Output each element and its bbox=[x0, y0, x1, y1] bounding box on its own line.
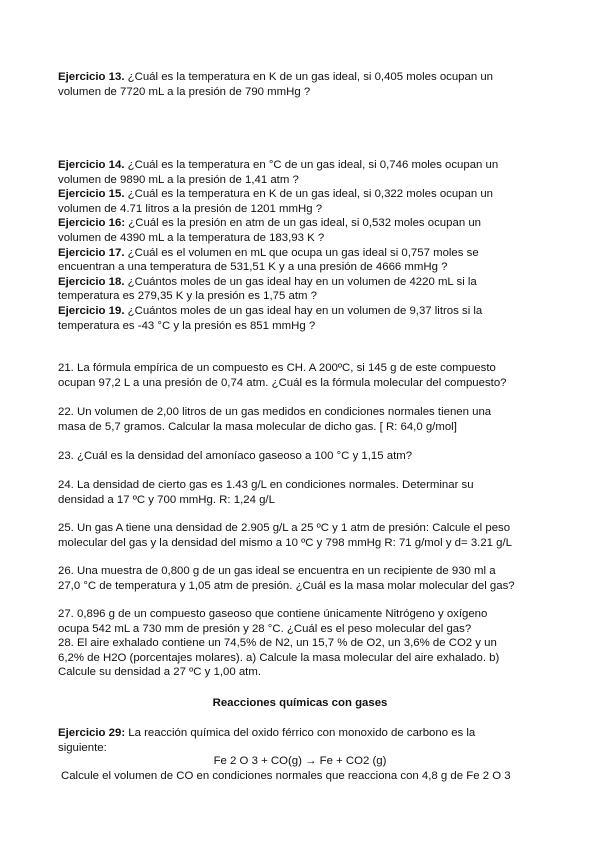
question-text: 22. Un volumen de 2,00 litros de un gas medidos en condiciones normales tienen una bbox=[58, 406, 492, 418]
exercise-29 bbox=[58, 726, 548, 755]
exercise-text: encuentran a una temperatura de 531,51 K y a una presión de 4666 mmHg ? bbox=[58, 261, 448, 274]
question-text: 23. ¿Cuál es la densidad del amoníaco gaseoso a 100 °C y 1,15 atm? bbox=[58, 450, 413, 462]
question-text: 21. La fórmula empírica de un compuesto es CH. A 200ºC, si 145 g de este compuesto bbox=[58, 362, 496, 374]
exercise-text: volumen de 4.71 litros a la presión de 1201 mmHg ? bbox=[58, 202, 323, 215]
exercise-label: Ejercicio 16: bbox=[58, 217, 126, 230]
exercise-text: Calcule el volumen de CO en condiciones normales que reacciona con 4,8 g de Fe 2 O 3 bbox=[61, 770, 511, 782]
exercise-label: Ejercicio 29: bbox=[58, 727, 126, 739]
exercise-text: ¿Cuál es la temperatura en °C de un gas ideal, si 0,746 moles ocupan un bbox=[124, 159, 499, 171]
question-text: 27,0 °C de temperatura y 1,05 atm de presión. ¿Cuál es la masa molar molecular del gas? bbox=[58, 579, 515, 592]
question-text: Calcule su densidad a 27 ºC y 1,00 atm. bbox=[58, 666, 261, 679]
exercise-label: Ejercicio 17. bbox=[58, 246, 125, 259]
question-text: densidad a 17 ºC y 700 mmHg. R: 1,24 g/L bbox=[58, 493, 275, 506]
question-text: 26. Una muestra de 0,800 g de un gas ideal se encuentra en un recipiente de 930 ml a bbox=[58, 565, 496, 577]
section-title: Reacciones químicas con gases bbox=[212, 697, 388, 709]
exercise-text: ¿Cuál es el volumen en mL que ocupa un gas ideal si 0,757 moles se bbox=[124, 246, 479, 259]
question-21 bbox=[58, 361, 548, 390]
exercise-text: temperatura es 279,35 K y la presión es 1,75 atm ? bbox=[58, 290, 317, 303]
question-text: ocupa 542 mL a 730 mm de presión y 28 °C. ¿Cuál es el peso molecular del gas? bbox=[58, 622, 472, 635]
exercise-13 bbox=[58, 70, 548, 99]
exercise-text: ¿Cuál es la temperatura en K de un gas ideal, si 0,322 moles ocupan un bbox=[124, 188, 494, 201]
question-text: 24. La densidad de cierto gas es 1.43 g/L en condiciones normales. Determinar su bbox=[58, 479, 474, 491]
exercise-label: Ejercicio 19. bbox=[58, 304, 125, 317]
exercise-text: La reacción química del oxido férrico con monoxido de carbono es la bbox=[125, 727, 476, 739]
exercise-text: ¿Cuántos moles de un gas ideal hay en un volumen de 9,37 litros si la bbox=[124, 304, 483, 317]
question-text: 27. 0,896 g de un compuesto gaseoso que contiene únicamente Nitrógeno y oxígeno bbox=[58, 608, 488, 620]
exercise-text: siguiente: bbox=[58, 741, 107, 754]
exercise-text: ¿Cuántos moles de un gas ideal hay en un volumen de 4220 mL si la bbox=[124, 275, 477, 288]
question-25 bbox=[58, 521, 548, 550]
question-text: 28. El aire exhalado contiene un 74,5% de N2, un 15,7 % de O2, un 3,6% de CO2 y un bbox=[58, 637, 497, 650]
question-text: ocupan 97,2 L a una presión de 0,74 atm. ¿Cuál es la fórmula molecular del compuesto? bbox=[58, 376, 507, 389]
exercise-label: Ejercicio 13. bbox=[58, 71, 125, 83]
question-text: 6,2% de H2O (porcentajes molares). a) Calcule la masa molecular del aire exhalado. b) bbox=[58, 651, 500, 664]
exercises-14-19 bbox=[58, 158, 548, 333]
chemical-equation: Fe 2 O 3 + CO(g) → Fe + CO2 (g) bbox=[213, 755, 387, 767]
question-27-28 bbox=[58, 607, 548, 680]
exercise-text: ¿Cuál es la temperatura en K de un gas ideal, si 0,405 moles ocupan un bbox=[124, 71, 494, 83]
exercise-text: temperatura es -43 °C y la presión es 851 mmHg ? bbox=[58, 319, 316, 332]
question-text: molecular del gas y la densidad del mismo a 10 ºC y 798 mmHg R: 71 g/mol y d= 3.21 g/L bbox=[58, 536, 513, 549]
question-text: masa de 5,7 gramos. Calcular la masa molecular de dicho gas. [ R: 64,0 g/mol] bbox=[58, 420, 457, 433]
question-26 bbox=[58, 564, 548, 593]
exercise-label: Ejercicio 15. bbox=[58, 188, 125, 201]
question-text: 25. Un gas A tiene una densidad de 2.905 g/L a 25 ºC y 1 atm de presión: Calcule el peso bbox=[58, 522, 511, 534]
exercise-text: volumen de 7720 mL a la presión de 790 mmHg ? bbox=[58, 85, 311, 98]
exercise-text: volumen de 4390 mL a la temperatura de 183,93 K ? bbox=[58, 231, 325, 244]
question-24 bbox=[58, 478, 548, 507]
exercise-29-question bbox=[61, 769, 551, 784]
exercise-text: volumen de 9890 mL a la presión de 1,41 atm ? bbox=[58, 173, 299, 186]
exercise-label: Ejercicio 14. bbox=[58, 159, 125, 171]
question-23 bbox=[58, 449, 548, 464]
exercise-label: Ejercicio 18. bbox=[58, 275, 125, 288]
exercise-text: ¿Cuál es la presión en atm de un gas ideal, si 0,532 moles ocupan un bbox=[125, 217, 481, 230]
question-22 bbox=[58, 405, 548, 434]
